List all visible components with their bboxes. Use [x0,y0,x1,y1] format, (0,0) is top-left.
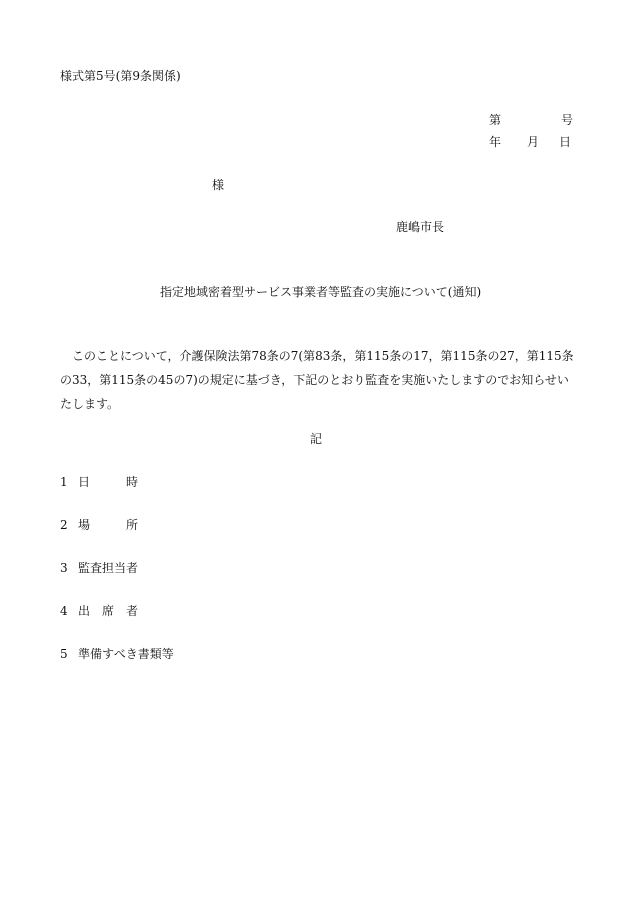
date-year: 年 [489,135,502,149]
list-item [60,603,138,619]
date-day: 日 [558,135,571,149]
document-title: 指定地域密着型サービス事業者等監査の実施について(通知) [160,285,482,299]
item-number: 2 [60,518,68,532]
item-number: 5 [60,647,68,661]
list-item [60,517,138,533]
item-number: 3 [60,561,68,575]
item-number: 4 [60,604,68,618]
sender: 鹿嶋市長 [396,220,445,234]
document-number-prefix: 第 [489,113,502,127]
item-label: 出 席 者 [78,604,139,618]
item-number: 1 [60,475,68,489]
body-paragraph: このことについて，介護保険法第78条の7(第83条，第115条の17，第115条の27，第115条の33，第115条の45の7)の規定に基づき，下記のとおり監査を実施いたしますのでお知らせいたします。 [60,349,574,411]
ki-heading: 記 [310,432,323,446]
list-item [60,474,138,490]
date-month: 月 [527,135,540,149]
form-number: 様式第5号(第9条関係) [60,69,181,83]
item-label: 場 所 [78,518,139,532]
item-label: 監査担当者 [78,561,139,575]
item-label: 日 時 [78,475,139,489]
addressee-suffix: 様 [212,178,225,192]
list-item [60,560,138,576]
document-number-suffix: 号 [560,113,573,127]
list-item [60,646,174,662]
item-label: 準備すべき書類等 [78,647,174,661]
